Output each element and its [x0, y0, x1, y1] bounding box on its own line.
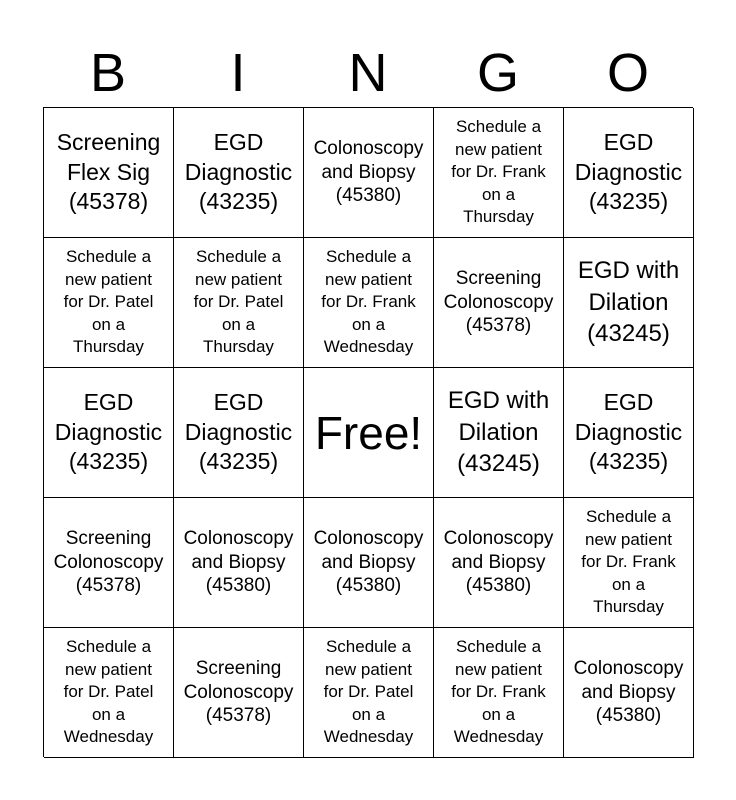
bingo-cell-r3c2[interactable]	[174, 368, 304, 498]
cell-text: Colonoscopy and Biopsy (45380)	[183, 528, 294, 597]
cell-text: Schedule a new patient for Dr. Patel on a Thursday	[193, 247, 284, 357]
bingo-cell-r3c5[interactable]	[564, 368, 694, 498]
cell-text: Schedule a new patient for Dr. Frank on a Thursday	[581, 507, 676, 617]
header-letter-o: O	[606, 43, 649, 103]
cell-text: Screening Colonoscopy (45378)	[53, 528, 164, 597]
bingo-cell-r2c4[interactable]	[434, 238, 564, 368]
bingo-cell-free[interactable]	[304, 368, 434, 498]
cell-text: Schedule a new patient for Dr. Frank on a Wednesday	[451, 637, 546, 747]
bingo-cell-r1c2[interactable]	[174, 108, 304, 238]
cell-text: EGD Diagnostic (43235)	[184, 129, 293, 215]
bingo-board	[43, 107, 693, 757]
bingo-cell-r4c3[interactable]	[304, 498, 434, 628]
bingo-cell-r3c1[interactable]	[44, 368, 174, 498]
bingo-cell-r1c3[interactable]	[304, 108, 434, 238]
cell-text: Schedule a new patient for Dr. Frank on a Wednesday	[321, 247, 416, 357]
cell-text: Screening Colonoscopy (45378)	[443, 268, 554, 337]
cell-text: Screening Flex Sig (45378)	[56, 129, 161, 215]
cell-text: EGD Diagnostic (43235)	[574, 389, 683, 475]
bingo-header	[43, 38, 693, 108]
header-letter-n: N	[348, 43, 388, 103]
cell-text: EGD Diagnostic (43235)	[184, 389, 293, 475]
cell-text: Schedule a new patient for Dr. Patel on a Thursday	[63, 247, 154, 357]
bingo-cell-r4c1[interactable]	[44, 498, 174, 628]
free-space-label: Free!	[314, 406, 423, 459]
cell-text: Screening Colonoscopy (45378)	[183, 658, 294, 727]
cell-text: Colonoscopy and Biopsy (45380)	[573, 658, 684, 727]
bingo-cell-r2c3[interactable]	[304, 238, 434, 368]
bingo-cell-r1c5[interactable]	[564, 108, 694, 238]
bingo-cell-r5c1[interactable]	[44, 628, 174, 758]
bingo-cell-r2c5[interactable]	[564, 238, 694, 368]
header-letter-g: G	[476, 43, 519, 103]
bingo-cell-r4c4[interactable]	[434, 498, 564, 628]
bingo-cell-r5c3[interactable]	[304, 628, 434, 758]
cell-text: Schedule a new patient for Dr. Patel on a Wednesday	[63, 637, 154, 747]
bingo-cell-r4c5[interactable]	[564, 498, 694, 628]
header-letter-i: I	[230, 43, 246, 103]
cell-text: Colonoscopy and Biopsy (45380)	[313, 138, 424, 207]
cell-text: Schedule a new patient for Dr. Patel on a Wednesday	[323, 637, 414, 747]
cell-text: EGD with Dilation (43245)	[447, 387, 550, 478]
bingo-cell-r5c5[interactable]	[564, 628, 694, 758]
cell-text: EGD Diagnostic (43235)	[54, 389, 163, 475]
cell-text: Schedule a new patient for Dr. Frank on a Thursday	[451, 117, 546, 227]
bingo-cell-r4c2[interactable]	[174, 498, 304, 628]
cell-text: EGD with Dilation (43245)	[577, 257, 680, 348]
bingo-cell-r2c2[interactable]	[174, 238, 304, 368]
bingo-cell-r1c1[interactable]	[44, 108, 174, 238]
cell-text: EGD Diagnostic (43235)	[574, 129, 683, 215]
header-letter-b: B	[89, 43, 127, 103]
bingo-cell-r3c4[interactable]	[434, 368, 564, 498]
cell-text: Colonoscopy and Biopsy (45380)	[313, 528, 424, 597]
bingo-cell-r5c4[interactable]	[434, 628, 564, 758]
bingo-cell-r1c4[interactable]	[434, 108, 564, 238]
bingo-cell-r5c2[interactable]	[174, 628, 304, 758]
bingo-cell-r2c1[interactable]	[44, 238, 174, 368]
cell-text: Colonoscopy and Biopsy (45380)	[443, 528, 554, 597]
